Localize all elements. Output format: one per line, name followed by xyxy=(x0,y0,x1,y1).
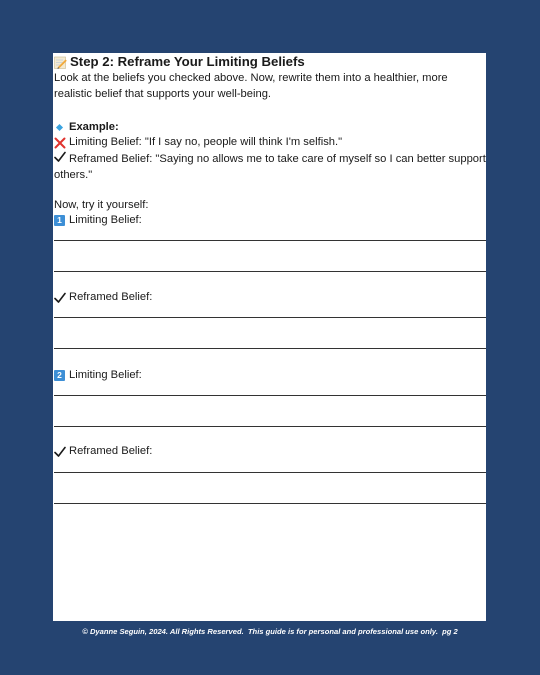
writing-line[interactable] xyxy=(54,472,486,473)
section-title xyxy=(54,54,305,70)
writing-line[interactable] xyxy=(54,395,486,396)
writing-line[interactable] xyxy=(54,271,486,272)
example-reframed-belief xyxy=(54,151,486,183)
limiting-belief-label: Limiting Belief: xyxy=(69,214,142,226)
item-1-limiting-label xyxy=(54,213,142,229)
check-mark-icon xyxy=(54,151,66,163)
example-reframed-text: Reframed Belief: "Saying no allows me to take care of myself so I can better support others." xyxy=(54,153,486,181)
section-title-text: Step 2: Reframe Your Limiting Beliefs xyxy=(70,54,305,69)
reframed-belief-label: Reframed Belief: xyxy=(69,291,153,303)
keycap-number-icon: 1 xyxy=(54,215,65,226)
writing-line[interactable] xyxy=(54,240,486,241)
worksheet-page xyxy=(53,53,486,621)
example-limiting-belief xyxy=(54,135,342,151)
reframed-belief-label: Reframed Belief: xyxy=(69,445,153,457)
item-2-limiting-label xyxy=(54,368,142,384)
example-limiting-text: Limiting Belief: "If I say no, people will think I'm selfish." xyxy=(69,136,343,148)
check-mark-icon xyxy=(54,446,66,458)
try-it-label: Now, try it yourself: xyxy=(54,199,149,211)
limiting-belief-label: Limiting Belief: xyxy=(69,369,142,381)
cross-mark-icon xyxy=(54,137,66,149)
writing-line[interactable] xyxy=(54,503,486,504)
item-1-reframed-label xyxy=(54,290,152,306)
keycap-number-icon: 2 xyxy=(54,370,65,381)
intro-paragraph: Look at the beliefs you checked above. Now, rewrite them into a healthier, more realistic belief that supports your well-being. xyxy=(54,72,448,100)
example-heading xyxy=(54,120,119,136)
writing-line[interactable] xyxy=(54,426,486,427)
writing-line[interactable] xyxy=(54,317,486,318)
pencil-icon xyxy=(54,56,67,69)
copyright-footer: © Dyanne Seguin, 2024. All Rights Reserved. This guide is for personal and professional use only. pg 2 xyxy=(82,627,458,636)
check-mark-icon xyxy=(54,292,66,304)
item-2-reframed-label xyxy=(54,444,152,460)
example-label: Example: xyxy=(69,121,119,133)
diamond-icon xyxy=(56,124,63,131)
writing-line[interactable] xyxy=(54,348,486,349)
